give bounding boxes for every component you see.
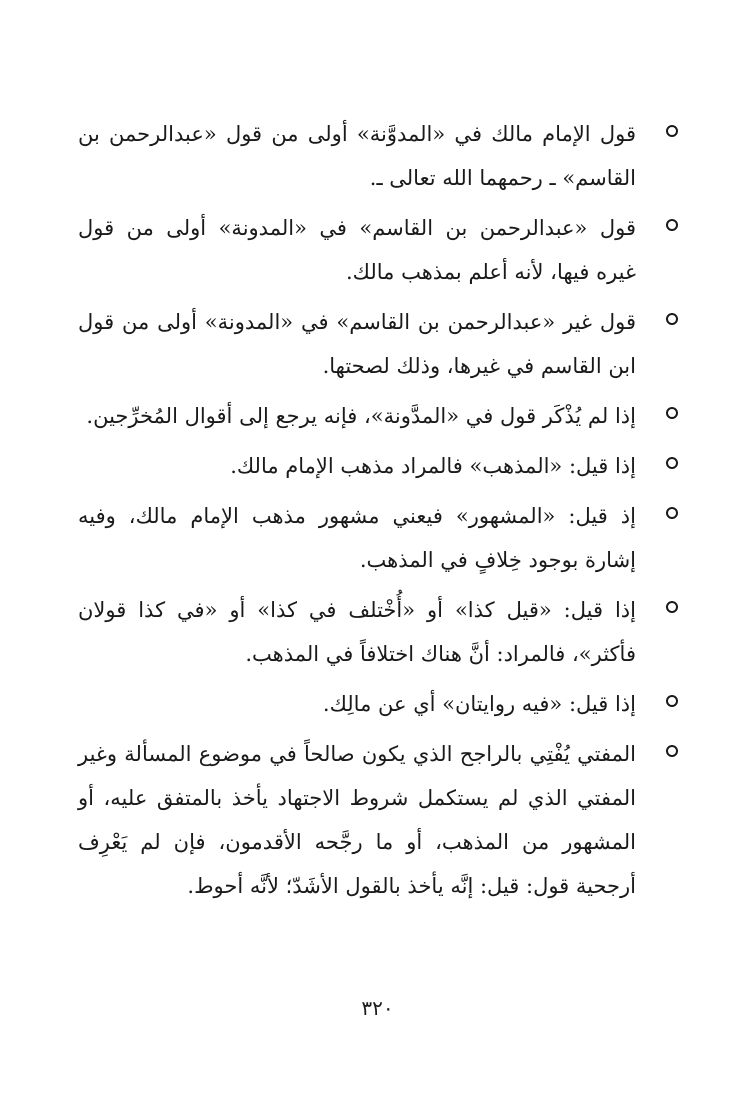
list-item [78, 112, 678, 200]
list-item-text: قول «عبدالرحمن بن القاسم» في «المدونة» أولى من قول غيره فيها، لأنه أعلم بمذهب مالك. [78, 216, 636, 284]
list-item [78, 394, 678, 438]
rules-list [78, 112, 678, 914]
circle-bullet-icon [666, 507, 678, 519]
list-item [78, 206, 678, 294]
circle-bullet-icon [666, 601, 678, 613]
list-item [78, 588, 678, 676]
list-item [78, 300, 678, 388]
list-item [78, 444, 678, 488]
list-item-text: إذا لم يُذْكَر قول في «المدَّونة»، فإنه يرجع إلى أقوال المُخرِّجين. [86, 404, 636, 428]
list-item [78, 732, 678, 908]
list-item-text: إذا قيل: «قيل كذا» أو «أُخْتلف في كذا» أو «في كذا قولان فأكثر»، فالمراد: أنَّ هناك اختلافاً في المذهب. [78, 598, 636, 666]
circle-bullet-icon [666, 745, 678, 757]
circle-bullet-icon [666, 457, 678, 469]
list-item-text: إذ قيل: «المشهور» فيعني مشهور مذهب الإمام مالك، وفيه إشارة بوجود خِلافٍ في المذهب. [78, 504, 636, 572]
circle-bullet-icon [666, 695, 678, 707]
list-item-text: قول غير «عبدالرحمن بن القاسم» في «المدونة» أولى من قول ابن القاسم في غيرها، وذلك لصحتها. [78, 310, 636, 378]
circle-bullet-icon [666, 219, 678, 231]
list-item-text: إذا قيل: «فيه روايتان» أي عن مالِك. [322, 692, 636, 716]
page-number: ٣٢٠ [361, 996, 394, 1020]
list-item-text: قول الإمام مالك في «المدوَّنة» أولى من قول «عبدالرحمن بن القاسم» ـ رحمهما الله تعالى ـ. [78, 122, 636, 190]
list-item [78, 682, 678, 726]
list-item-text: إذا قيل: «المذهب» فالمراد مذهب الإمام مالك. [230, 454, 636, 478]
circle-bullet-icon [666, 313, 678, 325]
list-item-text: المفتي يُفْتِي بالراجح الذي يكون صالحاً في موضوع المسألة وغير المفتي الذي لم يستكمل شروط الاجتهاد يأخذ بالمتفق عليه، أو المشهور من المذهب، أو ما رجَّحه الأقدمون، فإن لم يَعْرِف أرجحية قول: قيل: إنَّه يأخذ بالقول الأشَدّ؛ لأنَّه أحوط. [78, 742, 636, 898]
circle-bullet-icon [666, 125, 678, 137]
list-item [78, 494, 678, 582]
circle-bullet-icon [666, 407, 678, 419]
